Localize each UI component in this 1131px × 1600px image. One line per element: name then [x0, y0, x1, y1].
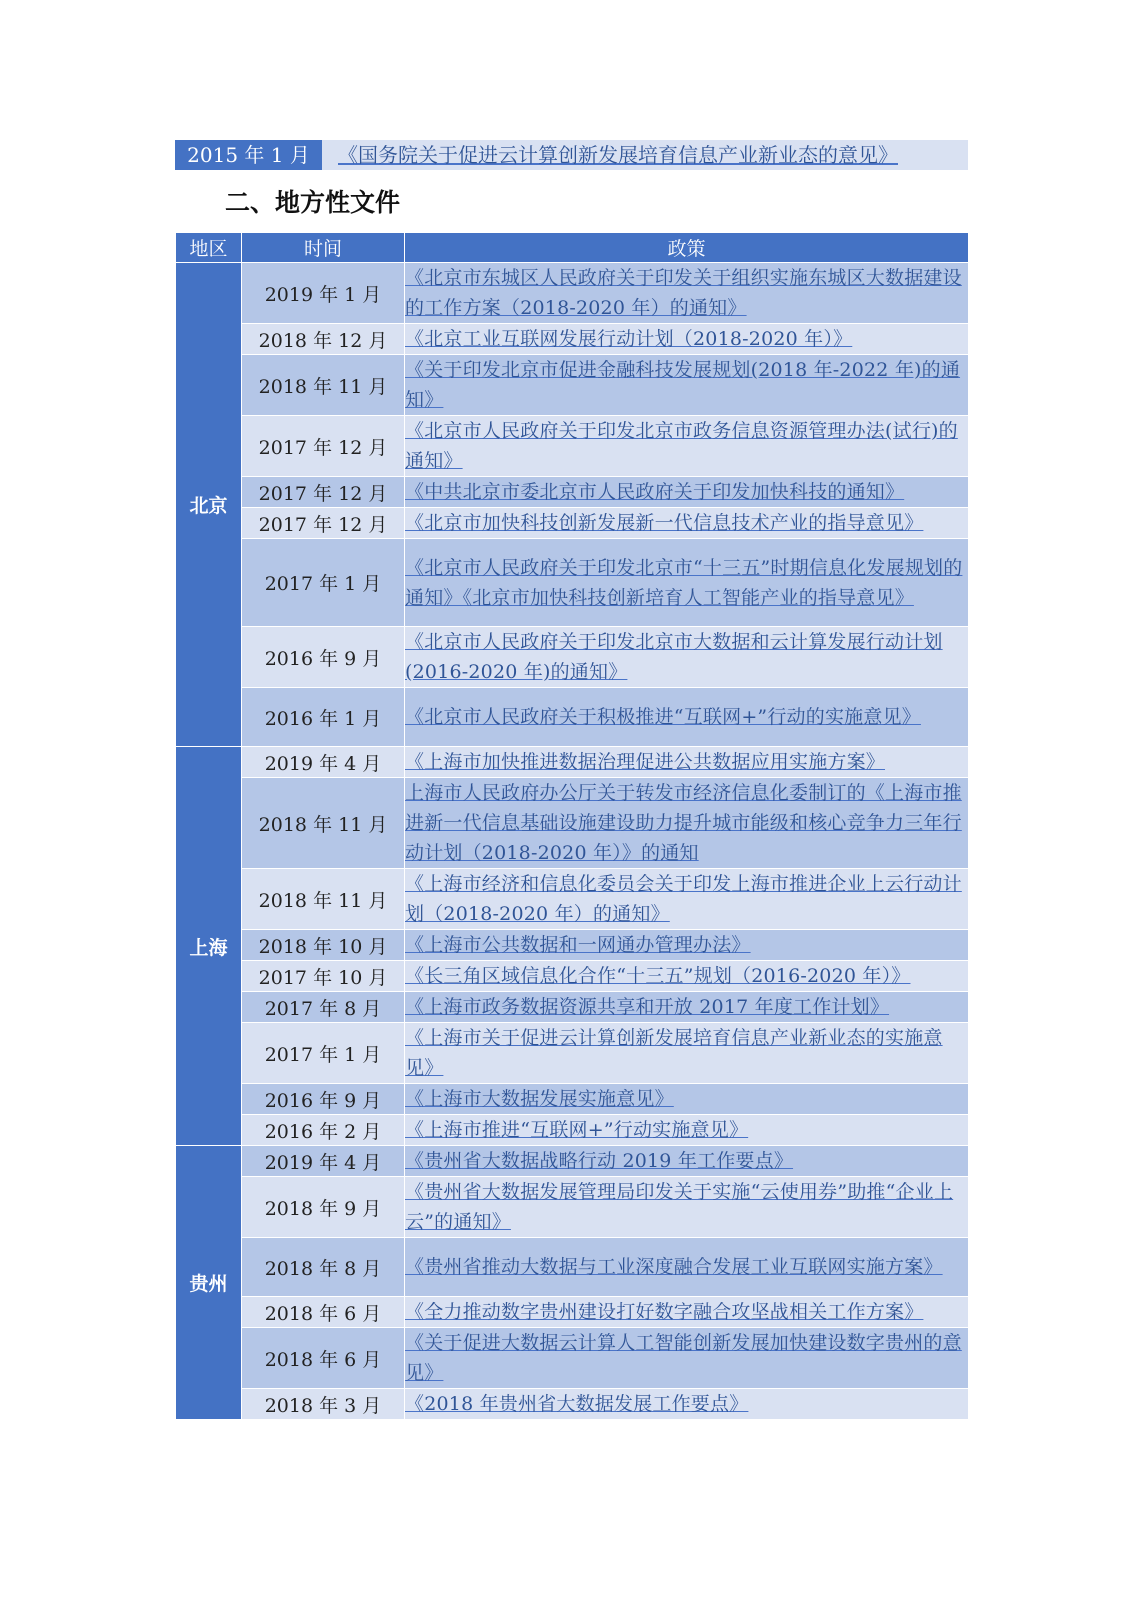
date-cell: 2018 年 11 月: [242, 355, 405, 416]
policy-cell: [405, 747, 969, 778]
table-row: [176, 416, 969, 477]
header-region: 地区: [176, 233, 242, 263]
table-row: [176, 1238, 969, 1297]
date-cell: 2019 年 1 月: [242, 263, 405, 324]
policy-cell: [405, 1389, 969, 1420]
date-cell: 2017 年 1 月: [242, 539, 405, 627]
date-cell: 2018 年 8 月: [242, 1238, 405, 1297]
policy-link[interactable]: 《关于印发北京市促进金融科技发展规划(2018 年-2022 年)的通知》: [405, 359, 961, 411]
header-date: 时间: [242, 233, 405, 263]
policy-cell: [405, 1146, 969, 1177]
table-row: [176, 688, 969, 747]
policy-link[interactable]: 《北京市东城区人民政府关于印发关于组织实施东城区大数据建设的工作方案（2018-2020 年）的通知》: [405, 267, 962, 319]
table-row: [176, 627, 969, 688]
policy-cell: [405, 539, 969, 627]
date-cell: 2018 年 12 月: [242, 324, 405, 355]
policy-link[interactable]: 《北京市加快科技创新发展新一代信息技术产业的指导意见》: [405, 512, 924, 534]
table-row: [176, 869, 969, 930]
table-row: [176, 263, 969, 324]
policy-cell: [405, 1177, 969, 1238]
date-cell: 2018 年 3 月: [242, 1389, 405, 1420]
policy-cell: [405, 1238, 969, 1297]
policy-cell: [405, 416, 969, 477]
policy-cell: [405, 688, 969, 747]
region-cell: 北京: [176, 263, 242, 747]
table-row: [176, 992, 969, 1023]
policy-cell: [405, 1115, 969, 1146]
date-cell: 2018 年 10 月: [242, 930, 405, 961]
policy-link[interactable]: 《北京工业互联网发展行动计划（2018-2020 年）》: [405, 328, 853, 350]
date-cell: 2019 年 4 月: [242, 747, 405, 778]
policy-link[interactable]: 《上海市关于促进云计算创新发展培育信息产业新业态的实施意见》: [405, 1027, 943, 1079]
date-cell: 2018 年 11 月: [242, 869, 405, 930]
policy-cell: [405, 1023, 969, 1084]
date-cell: 2016 年 9 月: [242, 627, 405, 688]
table-row: [176, 324, 969, 355]
policy-cell: [405, 1297, 969, 1328]
policy-link[interactable]: 《全力推动数字贵州建设打好数字融合攻坚战相关工作方案》: [405, 1301, 924, 1323]
table-row: [176, 961, 969, 992]
policy-link[interactable]: 《贵州省大数据战略行动 2019 年工作要点》: [405, 1150, 794, 1172]
date-cell: 2017 年 12 月: [242, 508, 405, 539]
table-row: [176, 930, 969, 961]
date-cell: 2016 年 2 月: [242, 1115, 405, 1146]
table-row: [176, 747, 969, 778]
policy-cell: [405, 1328, 969, 1389]
policy-link[interactable]: 《贵州省推动大数据与工业深度融合发展工业互联网实施方案》: [405, 1256, 943, 1278]
table-row: [176, 508, 969, 539]
policy-link[interactable]: 《上海市经济和信息化委员会关于印发上海市推进企业上云行动计划（2018-2020 年）的通知》: [405, 873, 962, 925]
policy-link[interactable]: 《北京市人民政府关于积极推进“互联网+”行动的实施意见》: [405, 706, 921, 728]
policy-cell: [405, 778, 969, 869]
date-cell: 2017 年 8 月: [242, 992, 405, 1023]
date-cell: 2017 年 12 月: [242, 416, 405, 477]
national-policy-link[interactable]: 《国务院关于促进云计算创新发展培育信息产业新业态的意见》: [338, 143, 898, 167]
policy-cell: [405, 508, 969, 539]
date-cell: 2017 年 10 月: [242, 961, 405, 992]
policy-cell: [405, 477, 969, 508]
date-cell: 2018 年 6 月: [242, 1297, 405, 1328]
date-cell: 2016 年 1 月: [242, 688, 405, 747]
policy-cell: [405, 263, 969, 324]
policy-link[interactable]: 《贵州省大数据发展管理局印发关于实施“云使用券”助推“企业上云”的通知》: [405, 1181, 954, 1233]
date-cell: 2017 年 1 月: [242, 1023, 405, 1084]
region-cell: 上海: [176, 747, 242, 1146]
table-row: [176, 1297, 969, 1328]
date-cell: 2019 年 4 月: [242, 1146, 405, 1177]
policy-link[interactable]: 《北京市人民政府关于印发北京市政务信息资源管理办法(试行)的通知》: [405, 420, 958, 472]
national-policy-row: [175, 140, 968, 170]
table-row: [176, 778, 969, 869]
table-body: [176, 263, 969, 1420]
table-row: [176, 1084, 969, 1115]
national-policy-date: 2015 年 1 月: [175, 140, 322, 170]
policy-link[interactable]: 《上海市公共数据和一网通办管理办法》: [405, 934, 751, 956]
policy-cell: [405, 627, 969, 688]
region-cell: 贵州: [176, 1146, 242, 1420]
table-row: [176, 1115, 969, 1146]
date-cell: 2018 年 11 月: [242, 778, 405, 869]
date-cell: 2018 年 9 月: [242, 1177, 405, 1238]
header-policy: 政策: [405, 233, 969, 263]
table-row: [176, 1389, 969, 1420]
policy-link[interactable]: 《上海市大数据发展实施意见》: [405, 1088, 674, 1110]
date-cell: 2018 年 6 月: [242, 1328, 405, 1389]
policy-link[interactable]: 《北京市人民政府关于印发北京市大数据和云计算发展行动计划(2016-2020 年)的通知》: [405, 631, 943, 683]
policy-link[interactable]: 《北京市人民政府关于印发北京市“十三五”时期信息化发展规划的通知》《北京市加快科技创新培育人工智能产业的指导意见》: [405, 556, 963, 609]
table-row: [176, 477, 969, 508]
policy-link[interactable]: 《上海市政务数据资源共享和开放 2017 年度工作计划》: [405, 996, 890, 1018]
policy-link[interactable]: 《2018 年贵州省大数据发展工作要点》: [405, 1393, 749, 1415]
table-row: [176, 1328, 969, 1389]
policy-cell: [405, 992, 969, 1023]
table-row: [176, 1177, 969, 1238]
table-row: [176, 539, 969, 627]
policy-cell: [405, 324, 969, 355]
section-title: 二、地方性文件: [225, 188, 401, 217]
policy-link[interactable]: 《长三角区域信息化合作“十三五”规划（2016-2020 年）》: [405, 965, 911, 987]
policy-link[interactable]: 上海市人民政府办公厅关于转发市经济信息化委制订的《上海市推进新一代信息基础设施建设助力提升城市能级和核心竞争力三年行动计划（2018-2020 年）》的通知: [405, 782, 962, 864]
policy-cell: [405, 961, 969, 992]
date-cell: 2016 年 9 月: [242, 1084, 405, 1115]
table-header-row: [176, 233, 969, 263]
local-policy-table: [175, 232, 969, 1420]
policy-cell: [405, 1084, 969, 1115]
date-cell: 2017 年 12 月: [242, 477, 405, 508]
policy-link[interactable]: 《中共北京市委北京市人民政府关于印发加快科技的通知》: [405, 481, 905, 503]
policy-link[interactable]: 《关于促进大数据云计算人工智能创新发展加快建设数字贵州的意见》: [405, 1332, 962, 1384]
table-row: [176, 1146, 969, 1177]
policy-link[interactable]: 《上海市加快推进数据治理促进公共数据应用实施方案》: [405, 751, 886, 773]
table-row: [176, 355, 969, 416]
table-row: [176, 1023, 969, 1084]
policy-cell: [405, 869, 969, 930]
policy-link[interactable]: 《上海市推进“互联网+”行动实施意见》: [405, 1119, 749, 1141]
policy-cell: [405, 930, 969, 961]
policy-cell: [405, 355, 969, 416]
